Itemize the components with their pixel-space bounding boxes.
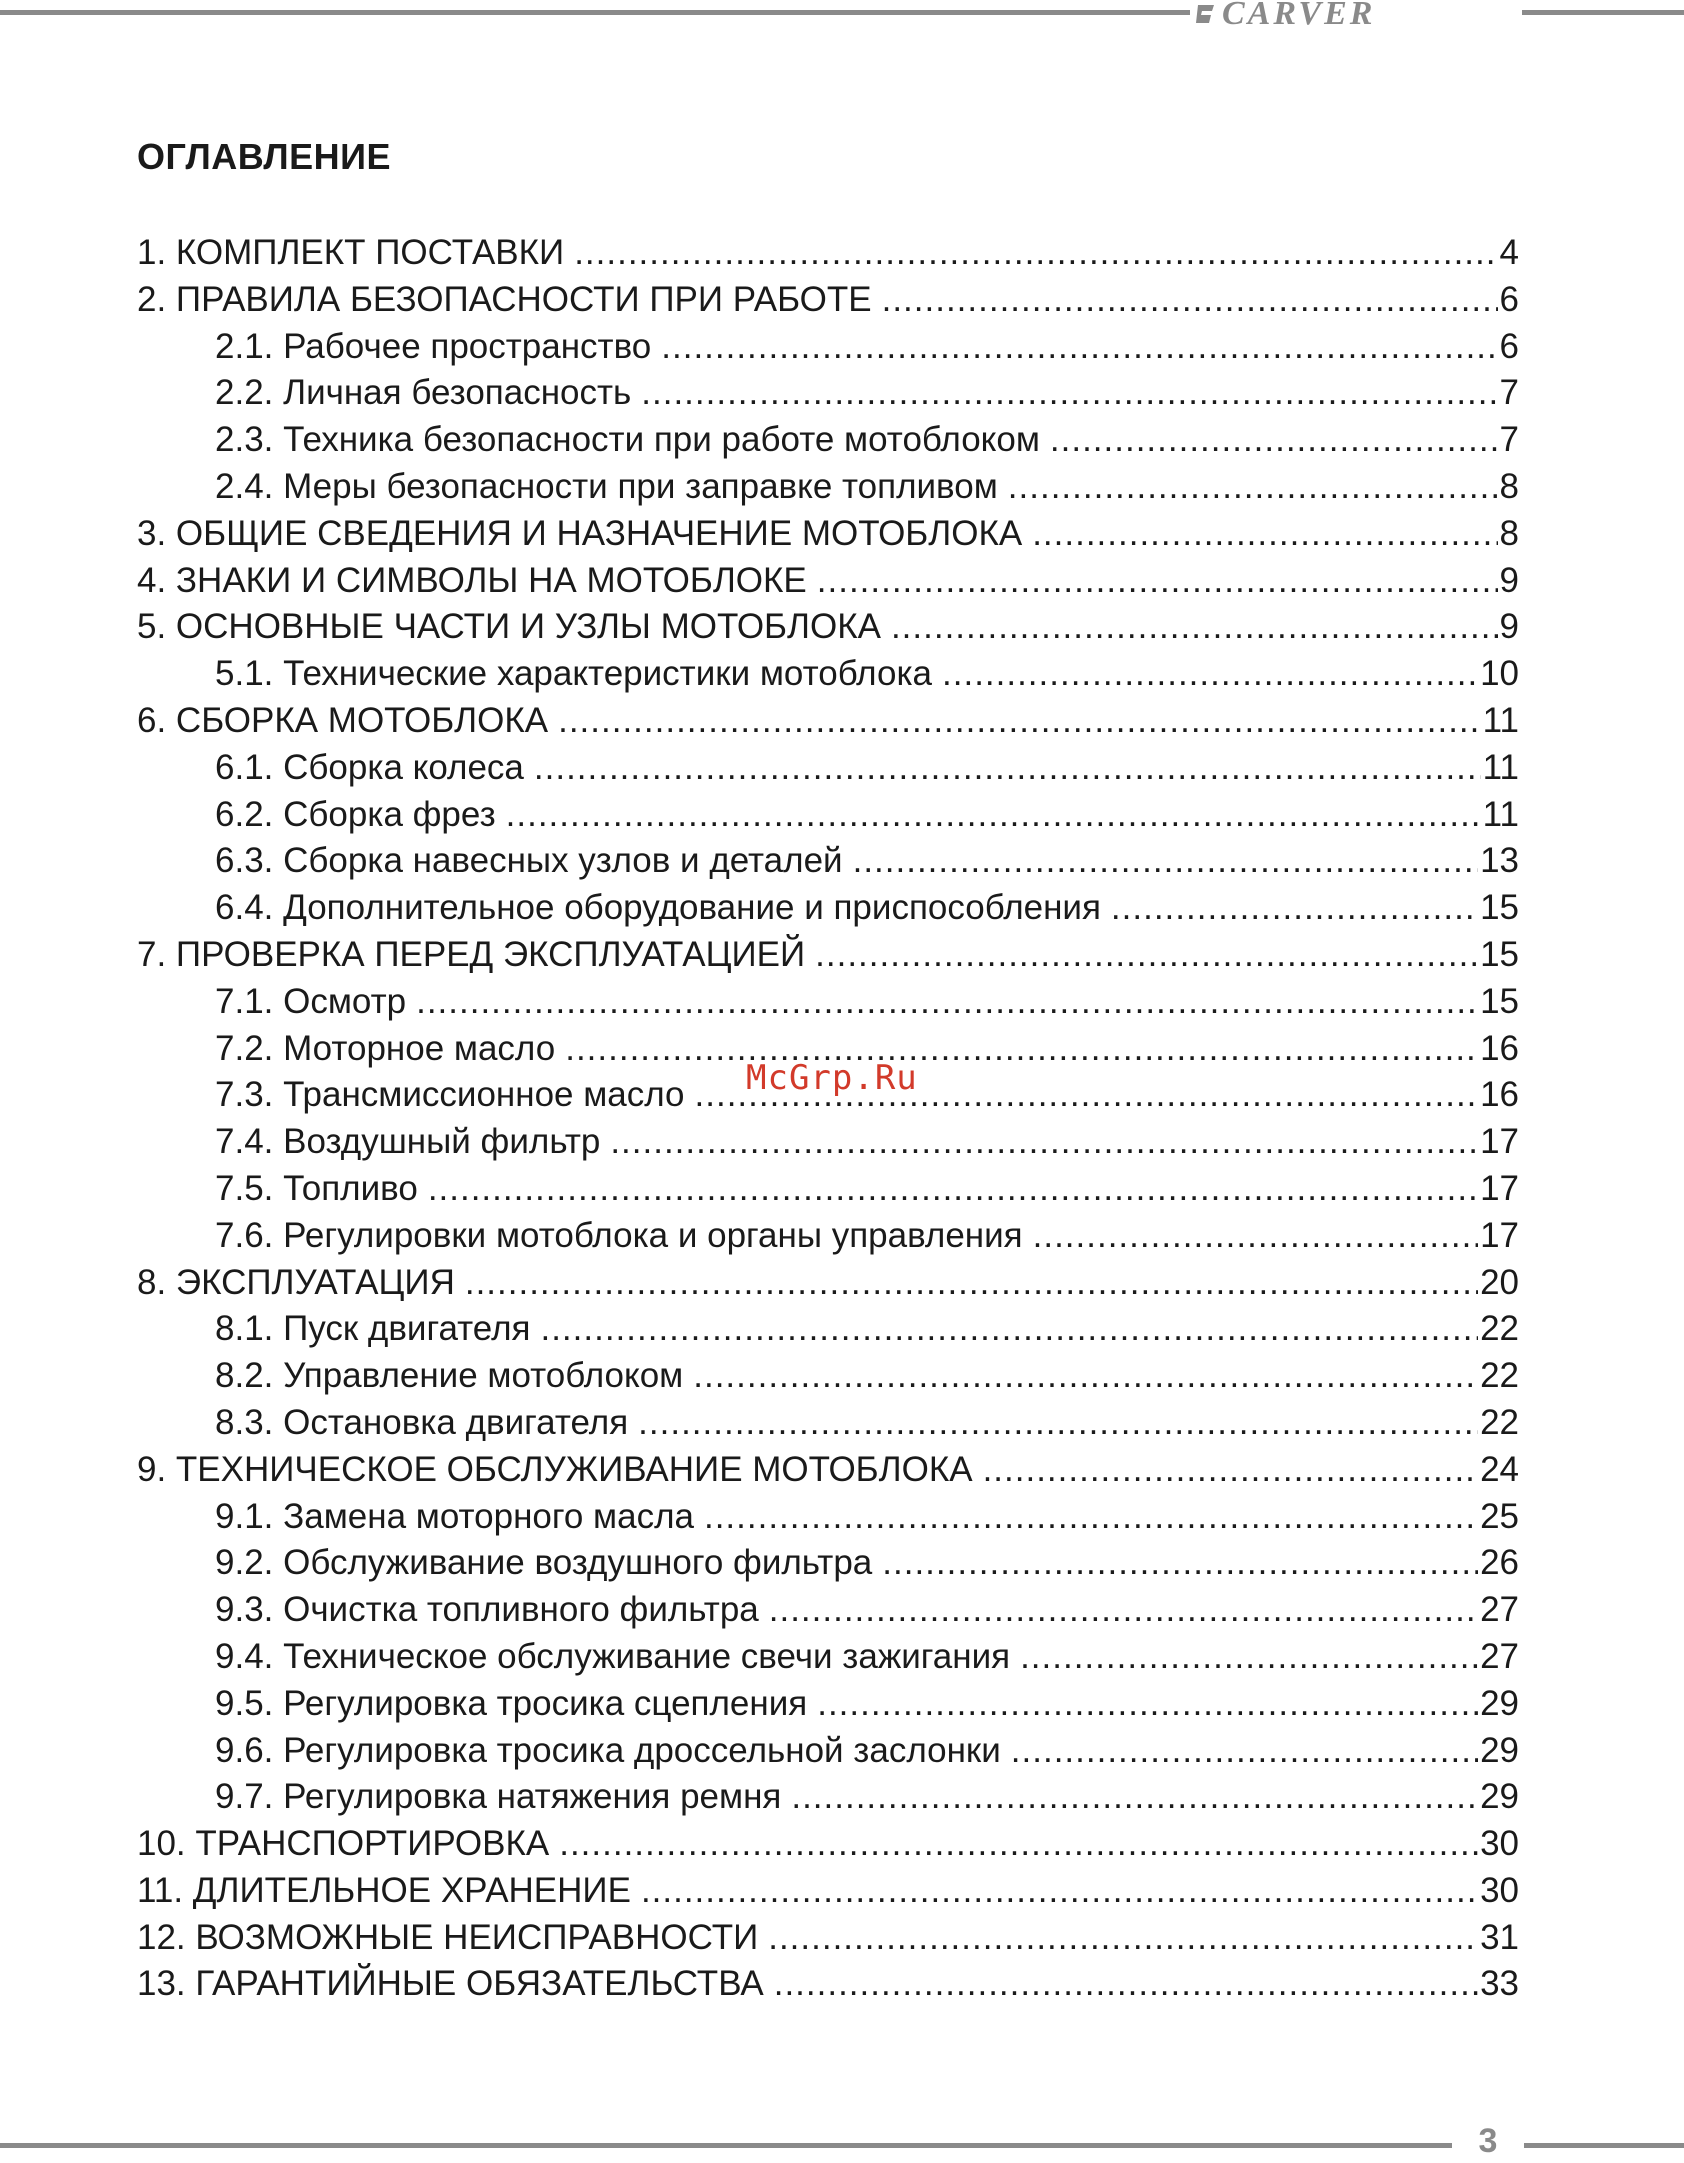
toc-entry-label: 4. ЗНАКИ И СИМВОЛЫ НА МОТОБЛОКЕ — [137, 560, 807, 600]
page-title: ОГЛАВЛЕНИЕ — [137, 136, 392, 177]
toc-dot-leader — [565, 1026, 1478, 1073]
toc-entry-page: 13 — [1480, 841, 1519, 881]
toc-entry-page: 17 — [1480, 1122, 1519, 1162]
toc-entry[interactable] — [137, 1728, 1519, 1775]
toc-entry-label: 6.2. Сборка фрез — [215, 794, 496, 834]
toc-entry[interactable] — [137, 1821, 1519, 1868]
toc-entry-page: 33 — [1480, 1964, 1519, 2004]
toc-entry[interactable] — [137, 1587, 1519, 1634]
toc-entry[interactable] — [137, 1540, 1519, 1587]
toc-dot-leader — [704, 1494, 1478, 1541]
toc-entry-page: 26 — [1480, 1543, 1519, 1583]
toc-dot-leader — [638, 1400, 1478, 1447]
toc-entry[interactable] — [137, 1306, 1519, 1353]
toc-entry[interactable] — [137, 604, 1519, 651]
toc-entry-page: 27 — [1480, 1590, 1519, 1630]
toc-entry-label: 9.2. Обслуживание воздушного фильтра — [215, 1543, 873, 1583]
toc-entry-label: 6.4. Дополнительное оборудование и приспособления — [215, 888, 1101, 928]
toc-entry-label: 9. ТЕХНИЧЕСКОЕ ОБСЛУЖИВАНИЕ МОТОБЛОКА — [137, 1449, 973, 1489]
toc-entry[interactable] — [137, 417, 1519, 464]
toc-entry[interactable] — [137, 651, 1519, 698]
toc-dot-leader — [693, 1353, 1478, 1400]
toc-entry-page: 9 — [1499, 607, 1519, 647]
toc-entry-page: 8 — [1499, 466, 1519, 506]
toc-entry-page: 7 — [1499, 373, 1519, 413]
toc-dot-leader — [1032, 511, 1497, 558]
toc-dot-leader — [641, 1868, 1478, 1915]
toc-entry-label: 9.3. Очистка топливного фильтра — [215, 1590, 759, 1630]
toc-entry-page: 15 — [1480, 934, 1519, 974]
toc-entry-page: 11 — [1482, 700, 1519, 740]
toc-dot-leader — [506, 792, 1481, 839]
toc-entry[interactable] — [137, 1681, 1519, 1728]
toc-entry-label: 9.1. Замена моторного масла — [215, 1496, 694, 1536]
toc-entry-label: 3. ОБЩИЕ СВЕДЕНИЯ И НАЗНАЧЕНИЕ МОТОБЛОКА — [137, 513, 1023, 553]
toc-entry[interactable] — [137, 1213, 1519, 1260]
toc-entry-label: 7.5. Топливо — [215, 1168, 418, 1208]
toc-entry-label: 7.6. Регулировки мотоблока и органы управления — [215, 1215, 1023, 1255]
brand-name: CARVER — [1222, 0, 1376, 32]
toc-entry-label: 2.3. Техника безопасности при работе мотоблоком — [215, 420, 1040, 460]
toc-entry[interactable] — [137, 1961, 1519, 2008]
toc-dot-leader — [1050, 417, 1498, 464]
toc-dot-leader — [559, 1821, 1478, 1868]
footer-rule-left — [0, 2143, 1452, 2148]
toc-entry-label: 8. ЭКСПЛУАТАЦИЯ — [137, 1262, 455, 1302]
toc-entry-label: 8.1. Пуск двигателя — [215, 1309, 531, 1349]
toc-entry-label: 11. ДЛИТЕЛЬНОЕ ХРАНЕНИЕ — [137, 1870, 631, 1910]
toc-dot-leader — [641, 370, 1497, 417]
toc-entry-label: 6.3. Сборка навесных узлов и деталей — [215, 841, 843, 881]
toc-dot-leader — [983, 1447, 1478, 1494]
toc-dot-leader — [1033, 1213, 1478, 1260]
header-rule-right — [1522, 10, 1684, 15]
toc-entry-page: 29 — [1480, 1683, 1519, 1723]
toc-entry-label: 9.7. Регулировка натяжения ремня — [215, 1777, 782, 1817]
toc-dot-leader — [1111, 885, 1478, 932]
toc-dot-leader — [942, 651, 1478, 698]
toc-entry[interactable] — [137, 885, 1519, 932]
toc-entry-label: 8.2. Управление мотоблоком — [215, 1356, 684, 1396]
toc-entry-label: 13. ГАРАНТИЙНЫЕ ОБЯЗАТЕЛЬСТВА — [137, 1964, 764, 2004]
toc-entry-page: 8 — [1499, 513, 1519, 553]
toc-entry[interactable] — [137, 370, 1519, 417]
toc-dot-leader — [817, 558, 1498, 605]
toc-entry-label: 8.3. Остановка двигателя — [215, 1402, 629, 1442]
toc-dot-leader — [610, 1119, 1478, 1166]
toc-dot-leader — [465, 1260, 1478, 1307]
toc-entry-page: 27 — [1480, 1636, 1519, 1676]
toc-entry[interactable] — [137, 1447, 1519, 1494]
toc-entry[interactable] — [137, 230, 1519, 277]
toc-dot-leader — [574, 230, 1497, 277]
toc-dot-leader — [774, 1961, 1478, 2008]
toc-dot-leader — [416, 979, 1478, 1026]
toc-entry-label: 1. КОМПЛЕКТ ПОСТАВКИ — [137, 233, 565, 272]
toc-dot-leader — [882, 277, 1498, 324]
toc-entry-label: 2. ПРАВИЛА БЕЗОПАСНОСТИ ПРИ РАБОТЕ — [137, 279, 872, 319]
toc-entry-page: 11 — [1482, 747, 1519, 787]
toc-entry-label: 6. СБОРКА МОТОБЛОКА — [137, 700, 549, 740]
toc-entry[interactable] — [137, 979, 1519, 1026]
toc-entry[interactable] — [137, 324, 1519, 371]
toc-entry-label: 5. ОСНОВНЫЕ ЧАСТИ И УЗЛЫ МОТОБЛОКА — [137, 607, 881, 647]
toc-entry[interactable] — [137, 1119, 1519, 1166]
toc-entry[interactable] — [137, 1494, 1519, 1541]
toc-entry[interactable] — [137, 698, 1519, 745]
toc-dot-leader — [1011, 1728, 1478, 1775]
toc-entry-label: 2.2. Личная безопасность — [215, 373, 632, 413]
footer-rule-right — [1524, 2143, 1684, 2148]
toc-entry-label: 9.6. Регулировка тросика дроссельной заслонки — [215, 1730, 1001, 1770]
toc-entry-label: 7.3. Трансмиссионное масло — [215, 1075, 685, 1115]
toc-dot-leader — [558, 698, 1481, 745]
toc-entry-page: 22 — [1480, 1309, 1519, 1349]
toc-entry-page: 6 — [1499, 326, 1519, 366]
watermark: McGrp.Ru — [746, 1058, 918, 1098]
toc-entry-page: 22 — [1480, 1402, 1519, 1442]
toc-entry-label: 2.4. Меры безопасности при заправке топливом — [215, 466, 998, 506]
toc-entry-label: 9.4. Техническое обслуживание свечи зажигания — [215, 1636, 1011, 1676]
toc-entry-label: 7.1. Осмотр — [215, 981, 407, 1021]
page-number: 3 — [1478, 2122, 1498, 2160]
toc-entry[interactable] — [137, 792, 1519, 839]
toc-entry-page: 30 — [1480, 1870, 1519, 1910]
toc-entry-page: 11 — [1482, 794, 1519, 834]
toc-entry[interactable] — [137, 1634, 1519, 1681]
toc-entry-page: 16 — [1480, 1028, 1519, 1068]
toc-entry-page: 6 — [1499, 279, 1519, 319]
toc-dot-leader — [891, 604, 1498, 651]
toc-entry-label: 7.4. Воздушный фильтр — [215, 1122, 601, 1162]
toc-entry-label: 7. ПРОВЕРКА ПЕРЕД ЭКСПЛУАТАЦИЕЙ — [137, 934, 806, 974]
toc-entry[interactable] — [137, 838, 1519, 885]
toc-entry-page: 15 — [1480, 888, 1519, 928]
toc-entry-page: 10 — [1480, 654, 1519, 694]
toc-dot-leader — [540, 1306, 1478, 1353]
toc-entry-page: 29 — [1480, 1777, 1519, 1817]
toc-dot-leader — [817, 1681, 1478, 1728]
toc-entry[interactable] — [137, 932, 1519, 979]
toc-entry-label: 2.1. Рабочее пространство — [215, 326, 652, 366]
toc-entry-page: 17 — [1480, 1215, 1519, 1255]
header-rule-left — [0, 10, 1190, 15]
toc-entry-page: 24 — [1480, 1449, 1519, 1489]
toc-entry-page: 17 — [1480, 1168, 1519, 1208]
toc-dot-leader — [661, 324, 1497, 371]
toc-entry-page: 29 — [1480, 1730, 1519, 1770]
toc-dot-leader — [815, 932, 1478, 979]
toc-entry-page: 9 — [1499, 560, 1519, 600]
toc-entry-page: 15 — [1480, 981, 1519, 1021]
toc-entry[interactable] — [137, 277, 1519, 324]
toc-entry[interactable] — [137, 745, 1519, 792]
toc-entry[interactable] — [137, 1260, 1519, 1307]
toc-entry-label: 12. ВОЗМОЖНЫЕ НЕИСПРАВНОСТИ — [137, 1917, 759, 1957]
toc-entry[interactable] — [137, 511, 1519, 558]
toc-dot-leader — [882, 1540, 1478, 1587]
toc-dot-leader — [769, 1587, 1478, 1634]
toc-entry-label: 5.1. Технические характеристики мотоблока — [215, 654, 933, 694]
toc-dot-leader — [534, 745, 1481, 792]
toc-entry[interactable] — [137, 1166, 1519, 1213]
toc-dot-leader — [853, 838, 1478, 885]
toc-entry[interactable] — [137, 1915, 1519, 1962]
toc-entry-label: 6.1. Сборка колеса — [215, 747, 524, 787]
toc-entry-page: 16 — [1480, 1075, 1519, 1115]
toc-dot-leader — [768, 1915, 1478, 1962]
toc-entry[interactable] — [137, 1868, 1519, 1915]
toc-dot-leader — [791, 1774, 1478, 1821]
toc-entry-label: 9.5. Регулировка тросика сцепления — [215, 1683, 808, 1723]
table-of-contents — [137, 230, 1519, 2008]
toc-entry-label: 7.2. Моторное масло — [215, 1028, 556, 1068]
toc-entry-page: 25 — [1480, 1496, 1519, 1536]
toc-entry-page: 31 — [1480, 1917, 1519, 1957]
toc-entry[interactable] — [137, 1353, 1519, 1400]
toc-entry[interactable] — [137, 558, 1519, 605]
toc-entry-page: 4 — [1499, 233, 1519, 272]
toc-entry-page: 20 — [1480, 1262, 1519, 1302]
toc-dot-leader — [428, 1166, 1478, 1213]
brand-logo — [1196, 0, 1376, 32]
toc-entry-page: 30 — [1480, 1824, 1519, 1864]
toc-entry-page: 7 — [1499, 420, 1519, 460]
toc-entry[interactable] — [137, 1400, 1519, 1447]
toc-entry[interactable] — [137, 464, 1519, 511]
toc-entry-label: 10. ТРАНСПОРТИРОВКА — [137, 1824, 550, 1864]
carver-logo-mark-icon — [1196, 3, 1216, 25]
toc-entry[interactable] — [137, 1774, 1519, 1821]
toc-entry-page: 22 — [1480, 1356, 1519, 1396]
toc-dot-leader — [1008, 464, 1498, 511]
toc-dot-leader — [1020, 1634, 1478, 1681]
